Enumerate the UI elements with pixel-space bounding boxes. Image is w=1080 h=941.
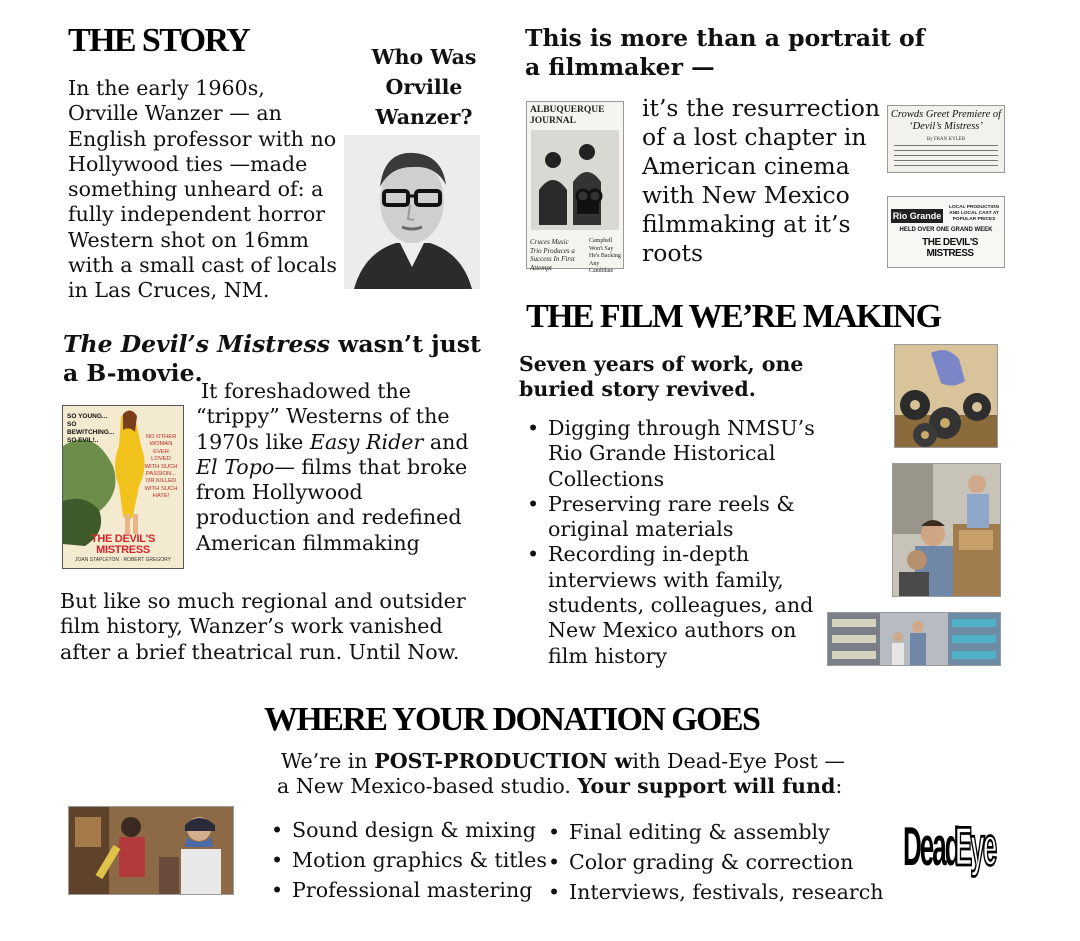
donation-line2-a: a New Mexico-based studio. [277, 774, 578, 798]
film-bullet-list [520, 416, 820, 669]
newspaper-caption-left: Cruces Music Trio Produces a Success In First Attempt [530, 238, 575, 272]
easy-rider-title: Easy Rider [309, 429, 424, 454]
albuquerque-journal-clipping [526, 101, 624, 274]
film-bullet-item: • Digging through NMSU’s Rio Grande Historical Collections [520, 416, 820, 492]
donation-item: • Sound design & mixing [264, 815, 554, 845]
premiere-byline: By FRAN KYLER [926, 137, 966, 142]
donation-left-list [264, 815, 554, 905]
rio-grande-ad-clipping [887, 196, 1005, 268]
rio-grande-held: HELD OVER ONE GRAND WEEK [899, 227, 993, 233]
svg-text:Eye: Eye [955, 816, 996, 878]
newspaper-photo [527, 130, 623, 240]
devils-mistress-poster [62, 405, 184, 569]
poster-credits: JOAN STAPLETON · ROBERT GREGORY [75, 557, 171, 563]
film-bullet-item: • Preserving rare reels & original materials [520, 492, 820, 543]
film-set-photo [68, 806, 234, 895]
post-production-label: POST-PRODUCTION w [374, 749, 633, 773]
donation-line1-b: ith Dead-Eye Post — [632, 749, 845, 773]
poster-title: THE DEVIL'S MISTRESS [90, 533, 156, 556]
rio-grande-theater: Rio Grande [892, 211, 942, 221]
donation-line-1 [281, 749, 845, 774]
donation-item: • Motion graphics & titles [264, 845, 554, 875]
shelves-illustration [828, 613, 1000, 665]
donation-item: • Interviews, festivals, research [541, 877, 891, 907]
mistress-paragraph-2: But like so much regional and outsider film history, Wanzer’s work vanished after a brief theatrical run. Until Now. [60, 589, 466, 664]
support-fund-label: Your support will fund [577, 774, 836, 798]
svg-text:Dead: Dead [903, 816, 959, 878]
archive-illustration [893, 464, 1000, 596]
film-reels-photo [894, 344, 998, 448]
donation-line2-b: : [835, 774, 843, 798]
el-topo-title: El Topo [196, 454, 275, 479]
deadeye-logo-art [903, 803, 997, 878]
archive-research-photo [892, 463, 1001, 597]
premiere-text-lines [894, 145, 998, 167]
newspaper-caption-right: Campbell Won't Say He's Backing Any Candidate [589, 238, 621, 274]
donation-line1-a: We’re in [281, 749, 375, 773]
film-heading: THE FILM WE’RE MAKING [526, 298, 941, 335]
portrait-illustration [344, 135, 480, 289]
donation-heading: WHERE YOUR DONATION GOES [264, 701, 760, 738]
wanzer-portrait-photo [344, 135, 480, 289]
poster-side-text: NO OTHER WOMAN EVER LOVED WITH SUCH PASSION... OR KILLED WITH SUCH HATE! [144, 434, 178, 500]
mistress-p1-b: and [423, 429, 469, 454]
archive-shelves-photo [827, 612, 1001, 666]
story-heading: THE STORY [68, 22, 250, 59]
donation-right-list [541, 817, 891, 907]
mistress-paragraph [196, 379, 481, 556]
premiere-headline: Crowds Greet Premiere of ‘Devil’s Mistress’ [890, 109, 1002, 132]
poster-tagline: SO YOUNG... SO BEWITCHING... SO EVIL!.. [67, 413, 115, 444]
newspaper-masthead: ALBUQUERQUE JOURNAL [530, 105, 605, 126]
donation-line-2 [277, 774, 842, 799]
portrait-body: it’s the resurrection of a lost chapter in American cinema with New Mexico filmmaking at it’s roots [642, 94, 881, 267]
portrait-heading: This is more than a portrait of a filmmaker — [525, 24, 925, 81]
who-heading: Who Was Orville Wanzer? [371, 45, 477, 129]
mistress-title-italic: The Devil’s Mistress [63, 330, 330, 358]
premiere-clipping [887, 105, 1005, 173]
mistress-p1-c: — films that broke from Hollywood production and redefined American filmmaking [196, 454, 468, 555]
film-subheading: Seven years of work, one buried story revived. [519, 352, 804, 401]
donation-item: • Color grading & correction [541, 847, 891, 877]
film-bullet-item: • Recording in-depth interviews with family, students, colleagues, and New Mexico authors on film history [520, 542, 820, 668]
donation-item: • Final editing & assembly [541, 817, 891, 847]
mistress-title-rest: wasn’t just a B-movie. [63, 330, 481, 387]
mistress-p1-a: It foreshadowed the “trippy” Westerns of the 1970s like [196, 379, 450, 454]
rio-grande-title: THE DEVIL'S MISTRESS [922, 237, 978, 259]
film-set-illustration [69, 807, 233, 894]
deadeye-logo [903, 803, 997, 878]
story-body: In the early 1960s, Orville Wanzer — an English professor with no Hollywood ties —made something unheard of: a fully independent horror Western shot on 16mm with a small cast of locals in Las Cruces, NM. [68, 76, 337, 303]
donation-item: • Professional mastering [264, 875, 554, 905]
reels-illustration [895, 345, 997, 447]
rio-grande-note: LOCAL PRODUCTION AND LOCAL CAST AT POPULAR PRICES [948, 205, 999, 222]
